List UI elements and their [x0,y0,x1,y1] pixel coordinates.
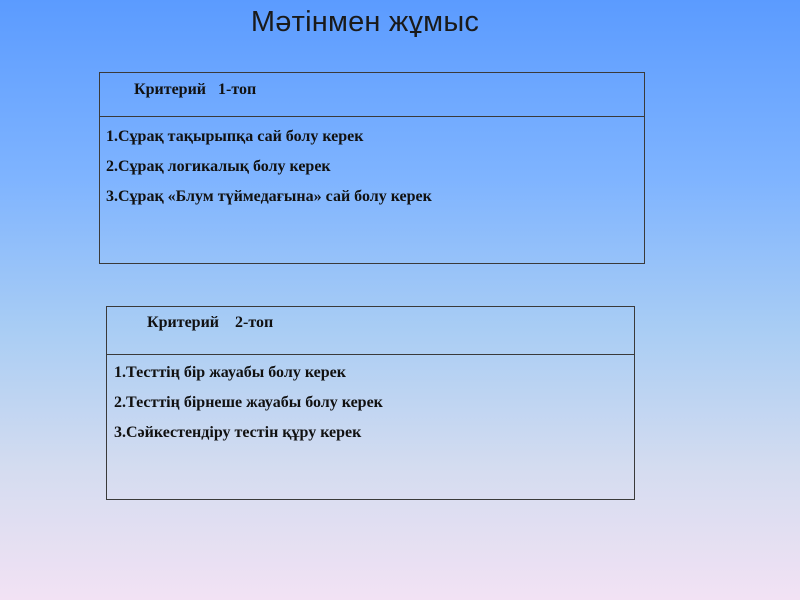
criteria-item: 3.Сәйкестендіру тестін құру керек [114,424,362,441]
table-body [100,117,644,212]
criteria-table-group-2 [106,306,635,500]
criteria-item: 3.Сұрақ «Блум түймедағына» сай болу керек [106,188,432,205]
header-group: 2-топ [235,314,274,331]
slide-title: Мәтінмен жұмыс [250,6,480,38]
table-body [107,355,634,448]
criteria-item: 1.Тесттің бір жауабы болу керек [114,364,346,381]
criteria-item: 2.Сұрақ логикалық болу керек [106,158,331,175]
header-label: Критерий [134,81,207,98]
table-header [107,307,634,355]
table-header [100,73,644,117]
criteria-item: 1.Сұрақ тақырыпқа сай болу керек [106,128,364,145]
header-label: Критерий [147,314,220,331]
header-group: 1-топ [218,81,257,98]
criteria-item: 2.Тесттің бірнеше жауабы болу керек [114,394,383,411]
criteria-table-group-1 [99,72,645,264]
